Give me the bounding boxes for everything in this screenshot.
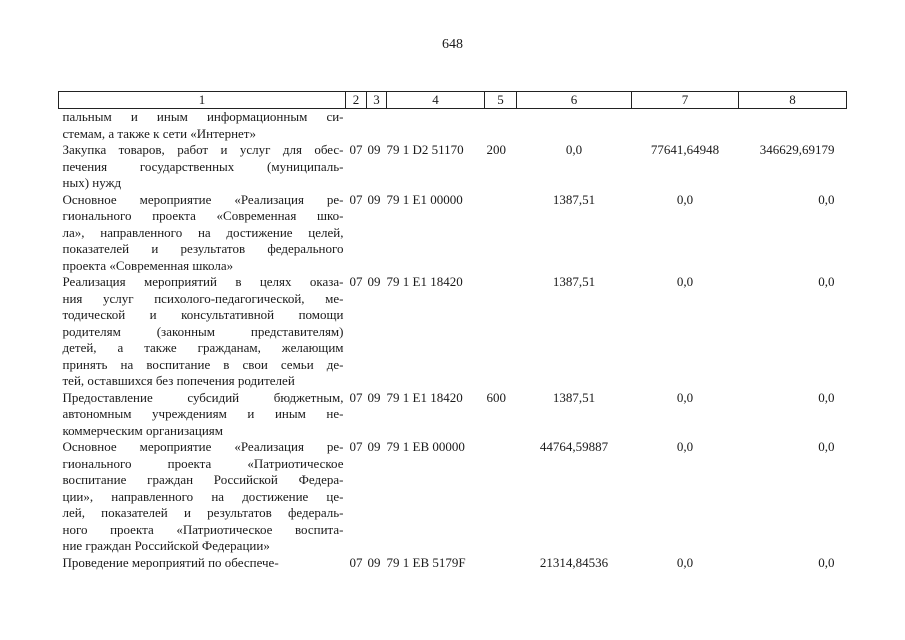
description-line: лей, показателей и результатов федераль- — [62, 505, 344, 520]
row-description — [59, 109, 346, 143]
table-row — [59, 192, 847, 275]
target-article-code: 79 1 E1 18420 — [386, 389, 463, 405]
budget-section-code — [346, 109, 367, 143]
header-col-6: 6 — [517, 92, 632, 109]
amount-col-7: 0,0 — [676, 389, 694, 405]
description-line: ного проекта «Патриотическое воспита- — [62, 521, 344, 537]
budget-section-code: 07 — [349, 389, 363, 405]
description-line: проекта «Современная школа» — [62, 257, 234, 273]
amount-col-8: 0,0 — [818, 191, 835, 207]
description-line: Закупка товаров, работ и услуг для обес- — [62, 142, 344, 157]
header-row — [59, 92, 847, 109]
target-article-code: 79 1 E1 18420 — [386, 274, 463, 289]
description-line: ных) нужд — [62, 175, 122, 190]
page-number: 648 — [442, 37, 463, 52]
budget-section-code: 07 — [349, 439, 363, 454]
description-line: гионального проекта «Современная шко- — [62, 208, 344, 223]
table-row — [59, 142, 847, 192]
budget-section-code: 07 — [349, 274, 363, 289]
table-header — [59, 92, 847, 109]
amount-col-8 — [739, 109, 847, 143]
expense-type-code — [485, 439, 517, 555]
amount-col-7: 0,0 — [676, 191, 694, 207]
description-line: пальным и иным информационным си- — [62, 109, 344, 124]
description-line: стемам, а также к сети «Интернет» — [62, 125, 256, 141]
description-line: Основное мероприятие «Реализация ре- — [62, 439, 344, 454]
amount-col-8: 0,0 — [818, 274, 835, 289]
description-line: ние граждан Российской Федерации» — [62, 538, 270, 553]
header-col-7: 7 — [632, 92, 739, 109]
description-line: ла», направленного на достижение целей, — [62, 224, 344, 240]
amount-col-7: 0,0 — [676, 274, 694, 289]
row-description — [59, 390, 346, 440]
budget-subsection-code: 09 — [367, 554, 381, 570]
header-col-1: 1 — [59, 92, 346, 109]
header-col-8: 8 — [739, 92, 847, 109]
table-row — [59, 439, 847, 555]
description-line: родителям (законным представителям) — [62, 323, 344, 339]
table-body — [59, 109, 847, 572]
amount-col-6 — [517, 109, 632, 143]
header-col-4: 4 — [387, 92, 485, 109]
header-col-5: 5 — [485, 92, 517, 109]
amount-col-6: 0,0 — [565, 142, 583, 157]
table-row — [59, 390, 847, 440]
budget-section-code: 07 — [349, 142, 363, 157]
budget-section-code: 07 — [349, 554, 363, 570]
amount-col-8: 0,0 — [818, 439, 835, 454]
amount-col-6: 1387,51 — [552, 274, 596, 289]
row-description — [59, 439, 346, 555]
budget-subsection-code: 09 — [367, 389, 381, 405]
description-line: тодической и консультативной помощи — [62, 307, 344, 322]
description-line: принять на воспитание в свои семьи де- — [62, 356, 344, 372]
target-article-code: 79 1 EB 5179F — [386, 554, 466, 570]
description-line: печения государственных (муниципаль- — [62, 158, 344, 174]
description-line: гионального проекта «Патриотическое — [62, 455, 344, 471]
budget-subsection-code: 09 — [367, 274, 381, 289]
budget-table — [58, 91, 847, 571]
description-line: детей, а также гражданам, желающим — [62, 340, 344, 355]
target-article-code: 79 1 E1 00000 — [386, 191, 463, 207]
description-line: ции», направленного на достижение це- — [62, 488, 344, 504]
amount-col-8: 0,0 — [818, 389, 835, 405]
expense-type-code — [485, 555, 517, 572]
target-article-code — [387, 109, 485, 143]
expense-type-code: 200 — [486, 142, 506, 157]
amount-col-8: 0,0 — [818, 554, 835, 570]
amount-col-7: 0,0 — [676, 439, 694, 454]
expense-type-code: 600 — [486, 389, 506, 405]
description-line: воспитание граждан Российской Федера- — [62, 472, 344, 487]
budget-subsection-code — [367, 109, 387, 143]
header-col-2: 2 — [346, 92, 367, 109]
budget-subsection-code: 09 — [367, 191, 381, 207]
budget-subsection-code: 09 — [367, 439, 381, 454]
description-line: тей, оставшихся без попечения родителей — [62, 373, 295, 388]
amount-col-7: 77641,64948 — [650, 142, 720, 157]
description-line: Реализация мероприятий в целях оказа- — [62, 274, 344, 289]
amount-col-7: 0,0 — [676, 554, 694, 570]
row-description — [59, 555, 346, 572]
target-article-code: 79 1 EB 00000 — [386, 439, 465, 454]
description-line: Основное мероприятие «Реализация ре- — [62, 191, 344, 207]
row-description — [59, 192, 346, 275]
description-line: Предоставление субсидий бюджетным, — [62, 389, 344, 405]
amount-col-6: 1387,51 — [552, 191, 596, 207]
table-row — [59, 274, 847, 390]
description-line: Проведение мероприятий по обеспече- — [62, 554, 279, 570]
description-line: автономным учреждениям и иным не- — [62, 406, 344, 421]
expense-type-code — [485, 109, 517, 143]
amount-col-6: 44764,59887 — [539, 439, 609, 454]
expense-type-code — [485, 192, 517, 275]
row-description — [59, 142, 346, 192]
table-row — [59, 555, 847, 572]
amount-col-6: 1387,51 — [552, 389, 596, 405]
amount-col-6: 21314,84536 — [539, 554, 609, 570]
amount-col-7 — [632, 109, 739, 143]
budget-subsection-code: 09 — [367, 142, 381, 157]
table-row — [59, 109, 847, 143]
budget-section-code: 07 — [349, 191, 363, 207]
row-description — [59, 274, 346, 390]
expense-type-code — [485, 274, 517, 390]
target-article-code: 79 1 D2 51170 — [386, 142, 464, 157]
amount-col-8: 346629,69179 — [759, 142, 835, 157]
description-line: коммерческим организациям — [62, 422, 224, 438]
description-line: показателей и результатов федерального — [62, 241, 344, 256]
header-col-3: 3 — [367, 92, 387, 109]
description-line: ния услуг психолого-педагогической, ме- — [62, 290, 344, 306]
